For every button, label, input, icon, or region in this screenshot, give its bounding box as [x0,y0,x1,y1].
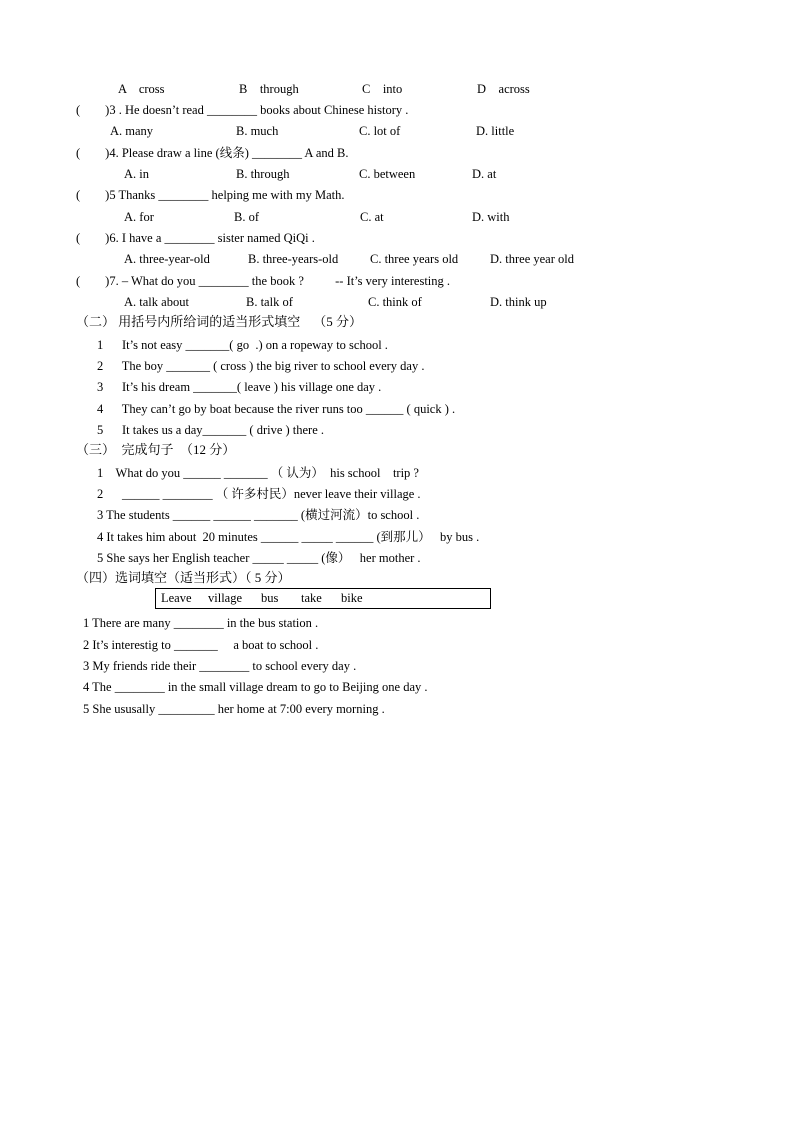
word-bank-word: bike [341,591,363,605]
option-d: D. three year old [490,252,574,266]
question-stem: ( )5 Thanks ________ helping me with my Math. [76,188,345,202]
question-stem: ( )7. – What do you ________ the book ? -- It’s very interesting . [76,274,451,288]
word-bank-word: bus [261,591,279,605]
option-a: A. in [124,167,149,181]
list-item: 2 The boy _______ ( cross ) the big river to school every day . [97,359,425,373]
section-title: （四）选词填空（适当形式）（ 5 分） [76,570,291,585]
option-b: B. talk of [246,295,293,309]
list-item: 2 It’s interestig to _______ a boat to school . [83,638,319,652]
list-item: 3 My friends ride their ________ to school every day . [83,659,357,673]
option-a: A cross [118,82,165,96]
word-bank-word: Leave [161,591,192,605]
option-d: D across [477,82,530,96]
word-bank [155,588,491,609]
option-c: C. three years old [370,252,459,266]
option-d: D. little [476,124,515,138]
list-item: 4 The ________ in the small village dream to go to Beijing one day . [83,680,428,694]
list-item: 5 It takes us a day_______ ( drive ) there . [97,423,325,437]
option-a: A. talk about [124,295,189,309]
option-b: B. three-years-old [248,252,339,266]
option-d: D. with [472,210,510,224]
list-item: 1 What do you ______ _______ （ 认为） his school trip ? [97,466,419,480]
question-stem: ( )4. Please draw a line (线条) ________ A and B. [76,146,349,160]
option-b: B. much [236,124,279,138]
list-item: 5 She ususally _________ her home at 7:00 every morning . [83,702,385,716]
question-stem: ( )6. I have a ________ sister named QiQi . [76,231,315,245]
option-c: C. think of [368,295,422,309]
option-b: B through [239,82,299,96]
option-c: C. between [359,167,416,181]
option-c: C into [362,82,403,96]
section-title: （三） 完成句子 （12 分） [76,442,236,457]
option-a: A. three-year-old [124,252,210,266]
section-title: （二） 用括号内所给词的适当形式填空 （5 分） [76,314,363,329]
option-d: D. think up [490,295,547,309]
list-item: 3 It’s his dream _______( leave ) his village one day . [97,380,382,394]
word-bank-word: take [301,591,322,605]
option-c: C. lot of [359,124,401,138]
option-c: C. at [360,210,384,224]
list-item: 2 ______ ________ （ 许多村民）never leave their village . [97,487,421,501]
option-a: A. many [110,124,154,138]
list-item: 4 It takes him about 20 minutes ______ _____ ______ (到那儿） by bus . [97,530,480,544]
word-bank-word: village [208,591,243,605]
list-item: 5 She says her English teacher _____ _____ (像） her mother . [97,551,421,565]
option-a: A. for [124,210,154,224]
list-item: 4 They can’t go by boat because the river runs too ______ ( quick ) . [97,402,456,416]
option-b: B. through [236,167,290,181]
option-d: D. at [472,167,497,181]
question-stem: ( )3 . He doesn’t read ________ books about Chinese history . [76,103,409,117]
list-item: 1 There are many ________ in the bus station . [83,616,319,630]
option-b: B. of [234,210,259,224]
list-item: 3 The students ______ ______ _______ (横过河流）to school . [97,508,420,522]
list-item: 1 It’s not easy _______( go .) on a ropeway to school . [97,338,388,352]
